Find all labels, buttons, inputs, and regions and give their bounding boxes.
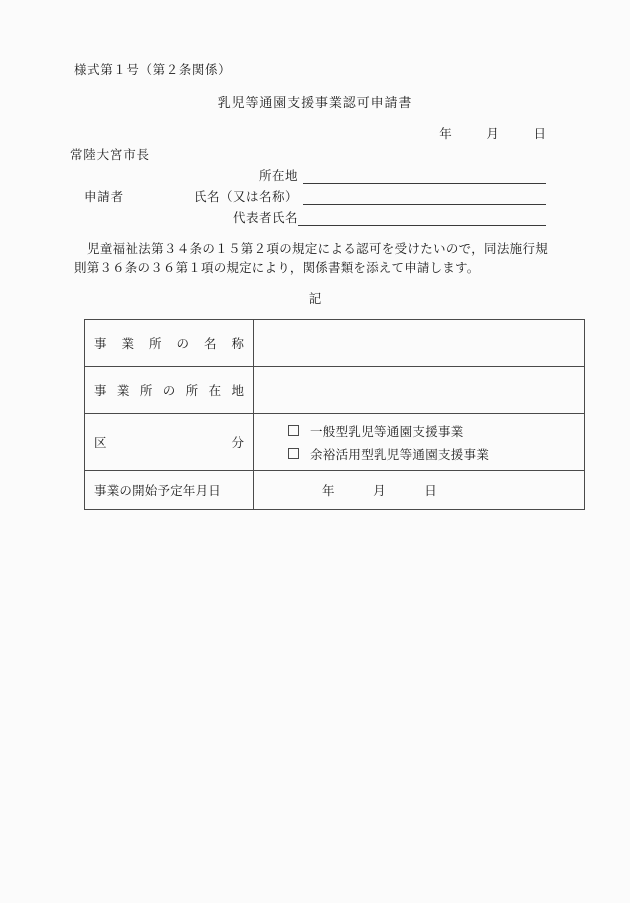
application-details-table (84, 319, 585, 510)
office-name-value-cell[interactable] (254, 320, 585, 367)
representative-name-input[interactable] (298, 210, 546, 226)
checkbox-icon[interactable] (288, 448, 299, 459)
checkbox-icon[interactable] (288, 425, 299, 436)
applicant-location-row (84, 163, 546, 184)
form-number: 様式第１号（第２条関係） (74, 63, 232, 77)
table-row-office-address (85, 367, 585, 414)
applicant-name-label: 氏名（又は名称） (193, 190, 298, 204)
applicant-lead-label: 申請者 (84, 190, 124, 204)
start-date-value-cell[interactable] (254, 471, 585, 510)
addressee: 常陸大宮市長 (70, 148, 150, 162)
table-row-category (85, 414, 585, 471)
category-option-general[interactable] (288, 419, 574, 442)
start-date-label-cell (85, 471, 254, 510)
date-day-label: 日 (533, 127, 546, 141)
office-address-value-cell[interactable] (254, 367, 585, 414)
date-year-label: 年 (439, 127, 452, 141)
applicant-name-input[interactable] (303, 189, 546, 205)
office-address-label: 事業所の所在地 (94, 384, 244, 398)
representative-name-row (84, 205, 546, 226)
submission-date-line (439, 124, 546, 142)
category-option-surplus-label: 余裕活用型乳児等通園支援事業 (310, 447, 490, 462)
date-month-label: 月 (486, 127, 499, 141)
start-date-month-label: 月 (373, 484, 386, 498)
table-row-office-name (85, 320, 585, 367)
applicant-block (84, 163, 546, 226)
office-name-label-cell (85, 320, 254, 367)
category-checkbox-group (264, 415, 574, 469)
start-date-fields (264, 481, 574, 499)
applicant-location-label: 所在地 (258, 169, 298, 183)
applicant-location-input[interactable] (303, 168, 546, 184)
start-date-year-label: 年 (322, 484, 335, 498)
office-name-label: 事業所の名称 (94, 337, 244, 351)
office-address-label-cell (85, 367, 254, 414)
applicant-name-row (84, 184, 546, 205)
category-label: 区分 (94, 436, 244, 450)
table-row-start-date (85, 471, 585, 510)
page-title: 乳児等通園支援事業認可申請書 (217, 95, 413, 110)
category-option-general-label: 一般型乳児等通園支援事業 (310, 424, 464, 439)
body-paragraph: 児童福祉法第３４条の１５第２項の規定による認可を受けたいので，同法施行規則第３６条の３６第１項の規定により，関係書類を添えて申請します。 (74, 242, 548, 275)
category-label-cell (85, 414, 254, 471)
start-date-label: 事業の開始予定年月日 (94, 484, 222, 498)
representative-name-label: 代表者氏名 (232, 211, 298, 225)
category-option-surplus[interactable] (288, 442, 574, 465)
ki-mark: 記 (308, 292, 322, 306)
start-date-day-label: 日 (424, 484, 437, 498)
category-value-cell (254, 414, 585, 471)
